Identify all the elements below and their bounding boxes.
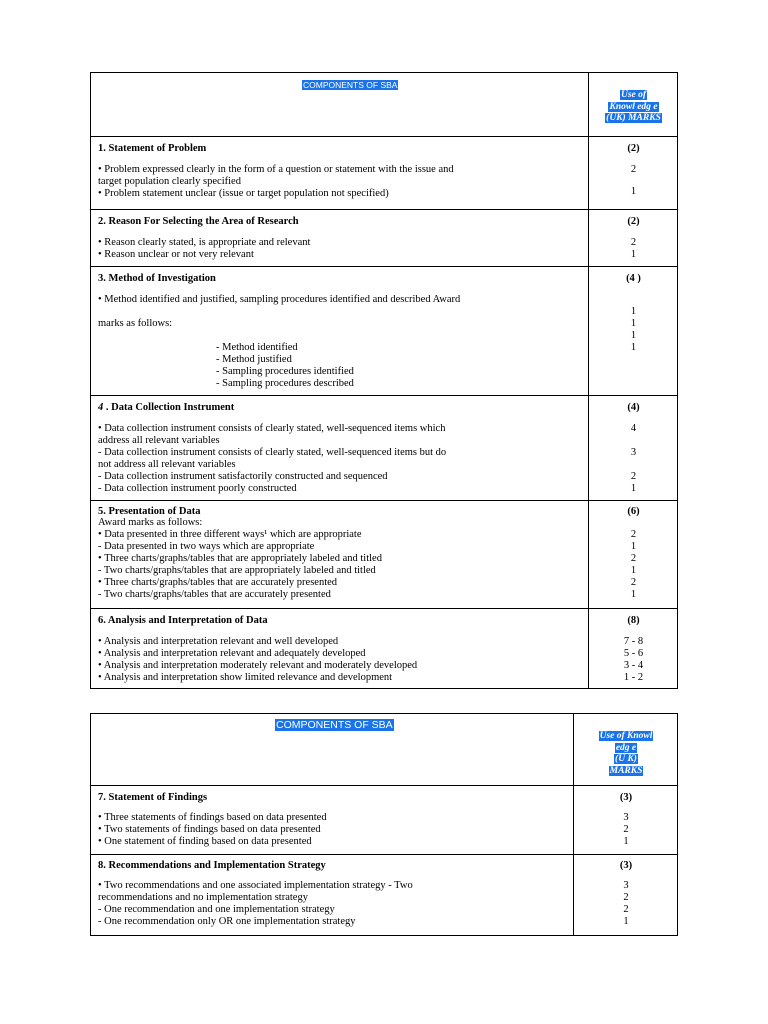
criterion-line: - Data presented in two ways which are appropriate (98, 541, 315, 552)
mark-value: 1 (630, 589, 637, 600)
mark-value: 1 (630, 565, 637, 576)
sub-criterion: - Sampling procedures described (216, 378, 354, 389)
criterion-line: • Two recommendations and one associated implementation strategy - Two (98, 880, 413, 891)
criterion-line: • Two statements of findings based on data presented (98, 824, 321, 835)
section-heading: 3. Method of Investigation (98, 273, 216, 284)
sub-criterion: - Sampling procedures identified (216, 366, 354, 377)
criterion-line: • Data presented in three different ways¹ which are appropriate (98, 529, 362, 540)
criterion-line: - Data collection instrument poorly constructed (98, 483, 297, 494)
mark-value: 2 (630, 471, 637, 482)
mark-value: 1 (630, 306, 637, 317)
section-method-of-investigation (91, 267, 677, 396)
mark-value: 3 (623, 812, 629, 823)
criterion-line: • Problem statement unclear (issue or target population not specified) (98, 188, 389, 199)
header-row (91, 73, 677, 137)
criterion-line: • Three statements of findings based on data presented (98, 812, 327, 823)
components-title: COMPONENTS OF SBA (303, 80, 398, 90)
components-title: COMPONENTS OF SBA (276, 719, 393, 731)
section-analysis-interpretation (91, 609, 677, 690)
section-total: (2) (627, 216, 640, 227)
mark-value: 2 (630, 553, 637, 564)
section-total: (2) (627, 143, 640, 154)
mark-value: 1 (630, 318, 637, 329)
mark-value: 3 (623, 880, 629, 891)
criterion-line: • Data collection instrument consists of clearly stated, well-sequenced items which (98, 423, 446, 434)
mark-value: 1 - 2 (623, 672, 644, 683)
criterion-line: • Problem expressed clearly in the form of a question or statement with the issue and (98, 164, 454, 175)
header-row (91, 714, 677, 786)
marks-header-line: edg e (615, 742, 637, 753)
mark-value: 2 (630, 164, 637, 175)
criterion-line: • Reason unclear or not very relevant (98, 249, 254, 260)
criterion-line: target population clearly specified (98, 176, 241, 187)
criterion-line: recommendations and no implementation strategy (98, 892, 308, 903)
criterion-line: - One recommendation and one implementation strategy (98, 904, 335, 915)
section-heading: 8. Recommendations and Implementation Strategy (98, 860, 326, 871)
mark-value: 3 (630, 447, 637, 458)
section-heading: 6. Analysis and Interpretation of Data (98, 615, 268, 626)
criterion-line: - Two charts/graphs/tables that are appropriately labeled and titled (98, 565, 376, 576)
section-total: (4) (627, 402, 640, 413)
criterion-line: • Analysis and interpretation relevant and well developed (98, 636, 339, 647)
criterion-line: • Three charts/graphs/tables that are appropriately labeled and titled (98, 553, 382, 564)
section-data-collection-instrument (91, 396, 677, 501)
section-statement-of-findings (91, 786, 677, 855)
criterion-line: - Two charts/graphs/tables that are accurately presented (98, 589, 331, 600)
criterion-line: • One statement of finding based on data presented (98, 836, 312, 847)
mark-value: 2 (623, 824, 629, 835)
section-heading: 1. Statement of Problem (98, 143, 207, 154)
marks-header-line: (UK) MARKS (606, 113, 661, 123)
criterion-line: • Analysis and interpretation moderately relevant and moderately developed (98, 660, 418, 671)
marks-header-line: (U K) (615, 754, 637, 764)
mark-value: 1 (630, 342, 637, 353)
criterion-line: not address all relevant variables (98, 459, 236, 470)
sba-table-2 (90, 713, 678, 936)
section-reason-for-selecting (91, 210, 677, 267)
section-heading: 5. Presentation of Data (98, 506, 201, 517)
mark-value: 1 (630, 186, 637, 197)
marks-header-line: Use of Knowl (599, 731, 653, 741)
marks-header-line: Knowl edg e (609, 101, 658, 112)
sba-table-1 (90, 72, 678, 689)
criterion-line: • Analysis and interpretation show limited relevance and development (98, 672, 393, 683)
marks-header-line: Use of (620, 90, 647, 100)
mark-value: 7 - 8 (623, 636, 644, 647)
section-total: (8) (627, 615, 640, 626)
section-recommendations (91, 855, 677, 937)
section-total: (3) (619, 860, 633, 871)
mark-value: 2 (630, 529, 637, 540)
uk-marks-header (589, 90, 678, 125)
mark-value: 1 (630, 541, 637, 552)
criterion-line: - Data collection instrument satisfactorily constructed and sequenced (98, 471, 388, 482)
mark-value: 4 (630, 423, 637, 434)
mark-value: 1 (623, 836, 629, 847)
section-total: (3) (619, 792, 633, 803)
section-presentation-of-data (91, 501, 677, 609)
criterion-line: • Three charts/graphs/tables that are accurately presented (98, 577, 338, 588)
mark-value: 2 (630, 577, 637, 588)
mark-value: 3 - 4 (623, 660, 644, 671)
criterion-line: - One recommendation only OR one implementation strategy (98, 916, 356, 927)
mark-value: 1 (630, 330, 637, 341)
sub-criterion: - Method identified (216, 342, 298, 353)
criterion-line: - Data collection instrument consists of clearly stated, well-sequenced items but do (98, 447, 447, 458)
section-heading: 2. Reason For Selecting the Area of Research (98, 216, 299, 227)
mark-value: 5 - 6 (623, 648, 644, 659)
marks-header-line: MARKS (609, 765, 643, 776)
criterion-line: marks as follows: (98, 318, 173, 329)
uk-marks-header (574, 731, 678, 777)
criterion-line: address all relevant variables (98, 435, 220, 446)
mark-value: 1 (623, 916, 629, 927)
mark-value: 2 (623, 892, 629, 903)
section-statement-of-problem (91, 137, 677, 210)
mark-value: 1 (630, 249, 637, 260)
heading-text: . Data Collection Instrument (103, 402, 235, 413)
criterion-line: Award marks as follows: (98, 517, 203, 528)
section-heading: 7. Statement of Findings (98, 792, 208, 803)
criterion-line: • Method identified and justified, sampling procedures identified and described Award (98, 294, 461, 305)
mark-value: 2 (630, 237, 637, 248)
mark-value: 2 (623, 904, 629, 915)
criterion-line: • Reason clearly stated, is appropriate and relevant (98, 237, 311, 248)
section-total: (4 ) (626, 273, 641, 284)
mark-value: 1 (630, 483, 637, 494)
sub-criterion: - Method justified (216, 354, 292, 365)
section-total: (6) (627, 506, 640, 517)
criterion-line: • Analysis and interpretation relevant and adequately developed (98, 648, 366, 659)
heading-number: 4 (98, 402, 104, 413)
